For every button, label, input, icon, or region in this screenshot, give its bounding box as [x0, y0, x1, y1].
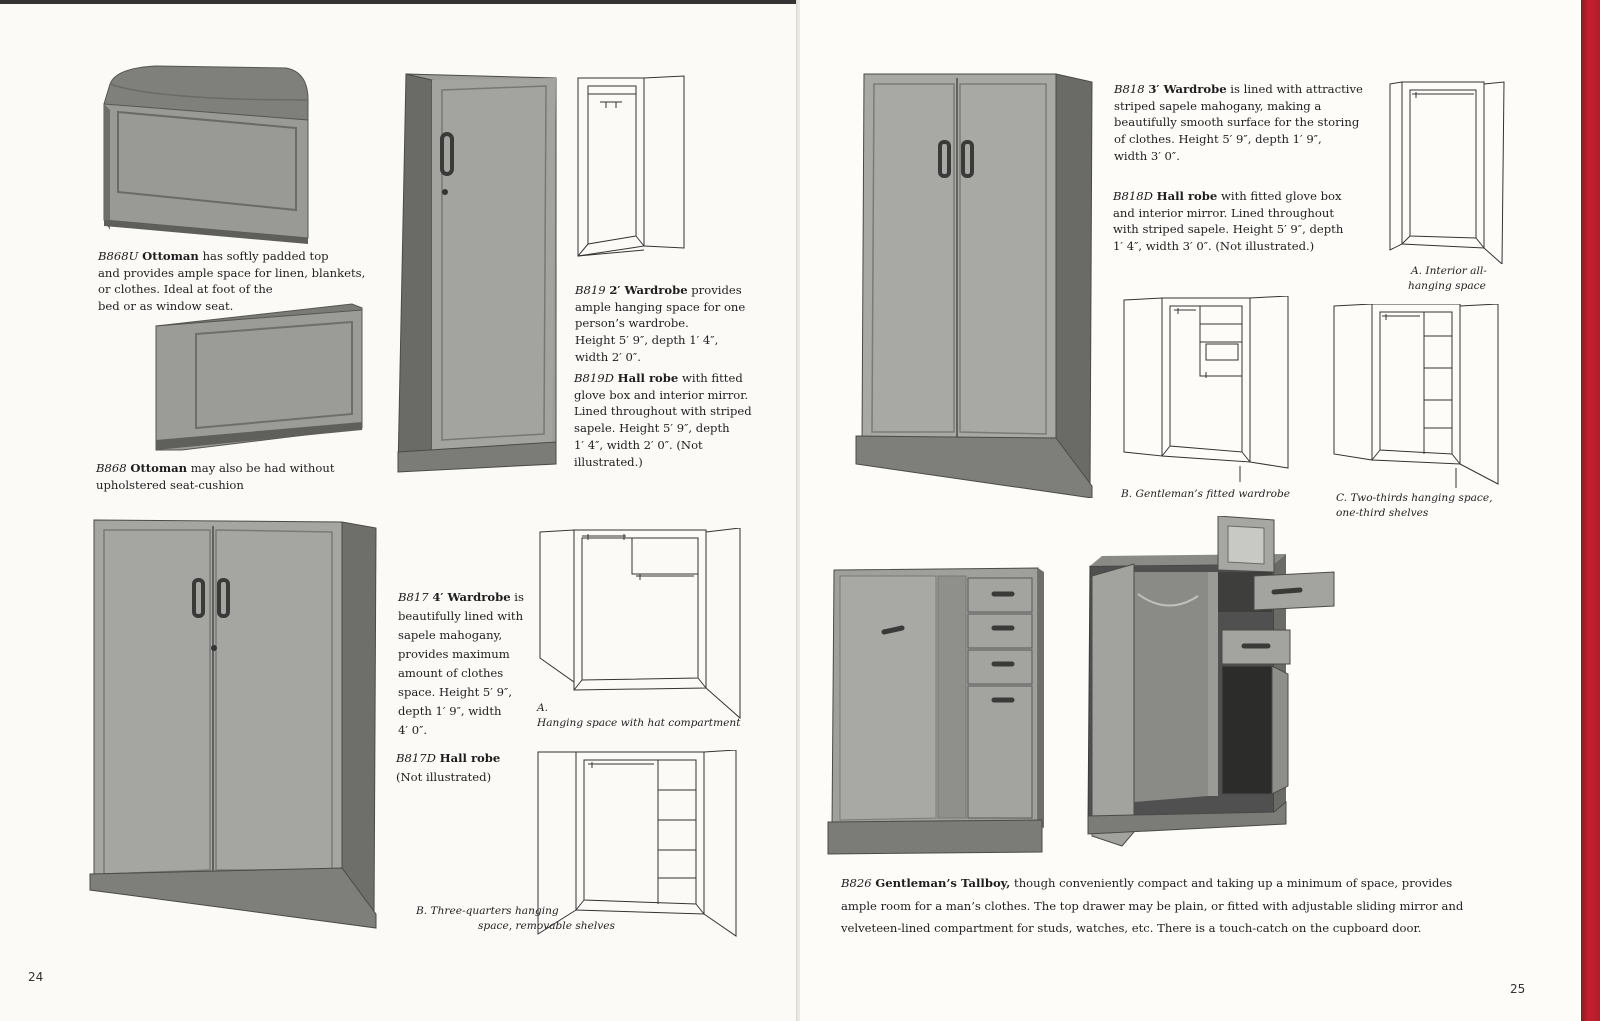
ottoman-upholstered-photo [96, 60, 318, 246]
caption-line: width 3′ 0″. [1114, 148, 1180, 163]
caption-line: Lined throughout with striped [574, 404, 752, 419]
caption-line: beautifully lined with [398, 609, 524, 623]
drawing-c-two-thirds [1332, 304, 1502, 490]
drawing-b-label [416, 904, 615, 934]
caption-line: velveteen-lined compartment for studs, watches, etc. There is a touch-catch on the cupboard door. [841, 921, 1422, 935]
caption-line: illustrated.) [574, 454, 643, 469]
product-code: B818 [1114, 82, 1145, 96]
product-name: Ottoman [142, 249, 199, 263]
caption-line: glove box and interior mirror. [574, 387, 749, 402]
product-name: Hall robe [439, 751, 501, 765]
red-cover-edge [1581, 0, 1600, 1021]
caption-line: bed or as window seat. [98, 299, 234, 314]
caption-text: though conveniently compact and taking up a minimum of space, provides [1014, 876, 1453, 890]
caption-text: with fitted [681, 371, 743, 385]
wardrobe-2ft-photo [396, 72, 560, 480]
caption-line: width 2′ 0″. [575, 349, 641, 364]
caption-line: ample hanging space for one [575, 299, 746, 314]
page-number-left: 24 [28, 970, 44, 984]
wardrobe-3ft-caption [1114, 81, 1363, 165]
caption-line: Height 5′ 9″, depth 1′ 4″, [575, 333, 719, 348]
figure-text: one-third shelves [1336, 507, 1429, 519]
caption-line: depth 1′ 9″, width [398, 704, 502, 718]
caption-line: and provides ample space for linen, blankets, [98, 265, 366, 280]
caption-text: is lined with attractive [1230, 82, 1363, 96]
product-name: Hall robe [617, 371, 679, 385]
drawing-a-label-right [1408, 264, 1487, 294]
caption-line: 1′ 4″, width 2′ 0″. (Not [574, 437, 703, 452]
product-code: B826 [841, 876, 872, 890]
hall-robe-4ft-caption [396, 749, 500, 787]
figure-text: B. Gentleman’s fitted wardrobe [1121, 488, 1291, 500]
caption-line: ample room for a man’s clothes. The top drawer may be plain, or fitted with adjustable sliding mirror and [841, 898, 1464, 913]
caption-text: may also be had without [190, 461, 335, 475]
product-name: Ottoman [130, 461, 188, 475]
product-code: B819D [574, 371, 614, 385]
figure-text: C. Two-thirds hanging space, [1336, 492, 1493, 504]
figure-text: space, removable shelves [478, 920, 615, 932]
caption-line: and interior mirror. Lined throughout [1113, 205, 1334, 220]
caption-text: provides [691, 283, 742, 297]
caption-line: provides maximum [398, 647, 510, 661]
caption-line: upholstered seat-cushion [96, 477, 244, 492]
tallboy-open-photo [1078, 516, 1340, 872]
tallboy-caption [841, 872, 1463, 940]
wardrobe-2ft-interior-drawing [574, 74, 688, 266]
figure-text: hanging space [1408, 280, 1486, 292]
caption-line: (Not illustrated) [396, 770, 492, 784]
drawing-b-fitted-wardrobe [1122, 296, 1290, 486]
hall-robe-3ft-caption [1113, 188, 1343, 255]
product-name: 3′ Wardrobe [1148, 82, 1227, 96]
product-name: 4′ Wardrobe [432, 590, 511, 604]
figure-text: A. Interior all- [1411, 265, 1487, 277]
caption-line: or clothes. Ideal at foot of the [98, 282, 273, 297]
caption-text: has softly padded top [202, 249, 329, 263]
figure-text: Hanging space with hat compartment [537, 717, 741, 729]
figure-letter: A. [537, 702, 549, 714]
ottoman-plain-caption [96, 460, 335, 493]
figure-text: B. Three-quarters hanging [416, 905, 559, 917]
product-code: B819 [575, 283, 606, 297]
wardrobe-2ft-caption [575, 282, 745, 366]
product-code: B868U [98, 249, 139, 263]
drawing-b-label-right [1121, 487, 1290, 502]
right-page [800, 0, 1581, 1021]
drawing-c-label [1336, 491, 1493, 521]
caption-line: 4′ 0″. [398, 723, 428, 737]
caption-line: amount of clothes [398, 666, 504, 680]
product-code: B817D [396, 751, 436, 765]
caption-text: with fitted glove box [1220, 189, 1342, 203]
ottoman-plain-photo [152, 300, 366, 456]
product-code: B817 [398, 590, 429, 604]
product-name: Hall robe [1156, 189, 1218, 203]
drawing-a-hat-compartment [536, 528, 742, 720]
caption-text: is [514, 590, 524, 604]
caption-line: with striped sapele. Height 5′ 9″, depth [1113, 222, 1344, 237]
caption-line: beautifully smooth surface for the storing [1114, 115, 1360, 130]
caption-line: sapele. Height 5′ 9″, depth [574, 421, 730, 436]
caption-line: of clothes. Height 5′ 9″, depth 1′ 9″, [1114, 132, 1322, 147]
drawing-a-all-hanging [1388, 80, 1506, 264]
caption-line: person’s wardrobe. [575, 316, 689, 331]
wardrobe-3ft-photo [850, 72, 1094, 498]
product-code: B818D [1113, 189, 1153, 203]
hall-robe-2ft-caption [574, 370, 752, 470]
page-number-right: 25 [1510, 982, 1526, 996]
drawing-a-label [537, 701, 740, 731]
caption-line: 1′ 4″, width 3′ 0″. (Not illustrated.) [1113, 239, 1315, 254]
product-name: 2′ Wardrobe [609, 283, 688, 297]
caption-line: striped sapele mahogany, making a [1114, 98, 1322, 113]
product-name: Gentleman’s Tallboy, [875, 876, 1011, 890]
caption-line: sapele mahogany, [398, 628, 503, 642]
wardrobe-4ft-caption [398, 588, 524, 740]
product-code: B868 [96, 461, 127, 475]
left-page [0, 0, 798, 1021]
caption-line: space. Height 5′ 9″, [398, 685, 513, 699]
tallboy-closed-photo [826, 566, 1048, 856]
wardrobe-4ft-photo [88, 518, 378, 930]
